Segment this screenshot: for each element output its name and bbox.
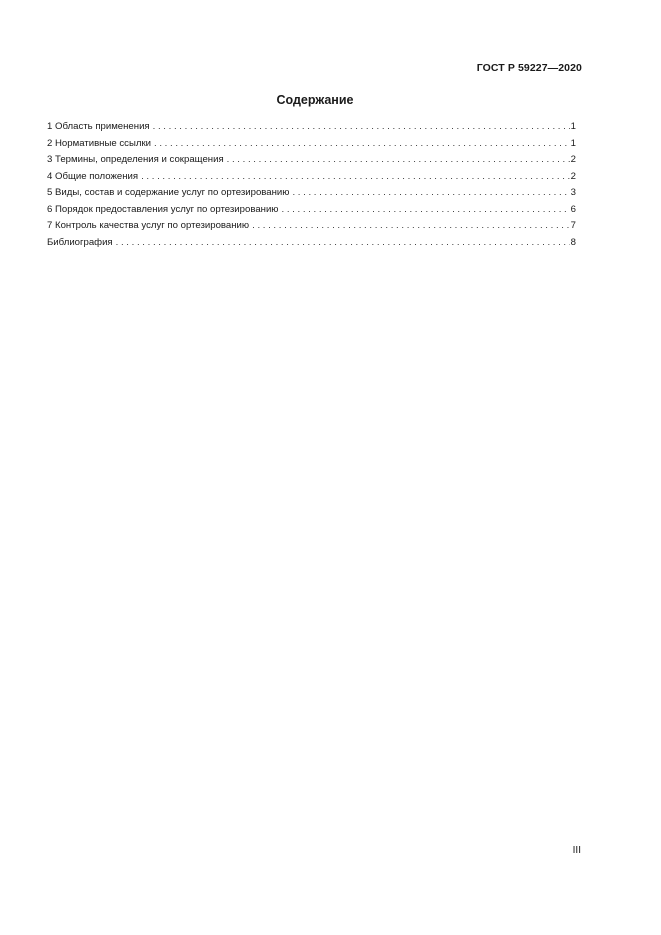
toc-entry-bibliography[interactable] <box>47 235 576 252</box>
toc-entry-terms[interactable] <box>47 152 576 169</box>
toc-entry-text: Библиография <box>47 236 113 248</box>
toc-entry-scope[interactable] <box>47 119 576 136</box>
document-code: ГОСТ Р 59227—2020 <box>476 62 582 74</box>
toc-entry-page: 6 <box>570 203 576 215</box>
toc-entry-text: 6 Порядок предоставления услуг по ортезированию <box>47 203 279 215</box>
toc-entry-service-procedure[interactable] <box>47 202 576 219</box>
toc-dot-leader <box>116 235 570 252</box>
toc-entry-text: 4 Общие положения <box>47 170 139 182</box>
toc-entry-text: 3 Термины, определения и сокращения <box>47 154 224 165</box>
toc-dot-leader <box>227 152 570 169</box>
toc-entry-service-types[interactable] <box>47 185 576 202</box>
toc-entry-page: 2 <box>570 154 576 165</box>
toc-entry-normative-references[interactable] <box>47 136 576 153</box>
toc-dot-leader <box>292 185 569 202</box>
toc-entry-text: 2 Нормативные ссылки <box>47 137 152 149</box>
toc-entry-page: 1 <box>570 121 576 132</box>
toc-entry-text: 7 Контроль качества услуг по ортезированию <box>47 220 250 231</box>
toc-entry-page: 1 <box>570 137 576 149</box>
toc-entry-page: 2 <box>570 170 576 182</box>
toc-dot-leader <box>141 169 570 186</box>
toc-entry-page: 7 <box>570 220 576 231</box>
toc-entry-page: 8 <box>570 236 576 248</box>
toc-entry-text: 1 Область применения <box>47 121 150 132</box>
toc-entry-text: 5 Виды, состав и содержание услуг по ортезированию <box>47 187 290 198</box>
toc-dot-leader <box>282 202 570 219</box>
toc-dot-leader <box>153 119 570 136</box>
toc-entry-quality-control[interactable] <box>47 218 576 235</box>
toc-dot-leader <box>154 136 570 153</box>
toc-entry-general-provisions[interactable] <box>47 169 576 186</box>
table-of-contents <box>47 119 576 251</box>
toc-title: Содержание <box>276 93 354 107</box>
toc-entry-page: 3 <box>570 187 576 198</box>
page-number: III <box>572 845 581 856</box>
toc-dot-leader <box>252 218 570 235</box>
